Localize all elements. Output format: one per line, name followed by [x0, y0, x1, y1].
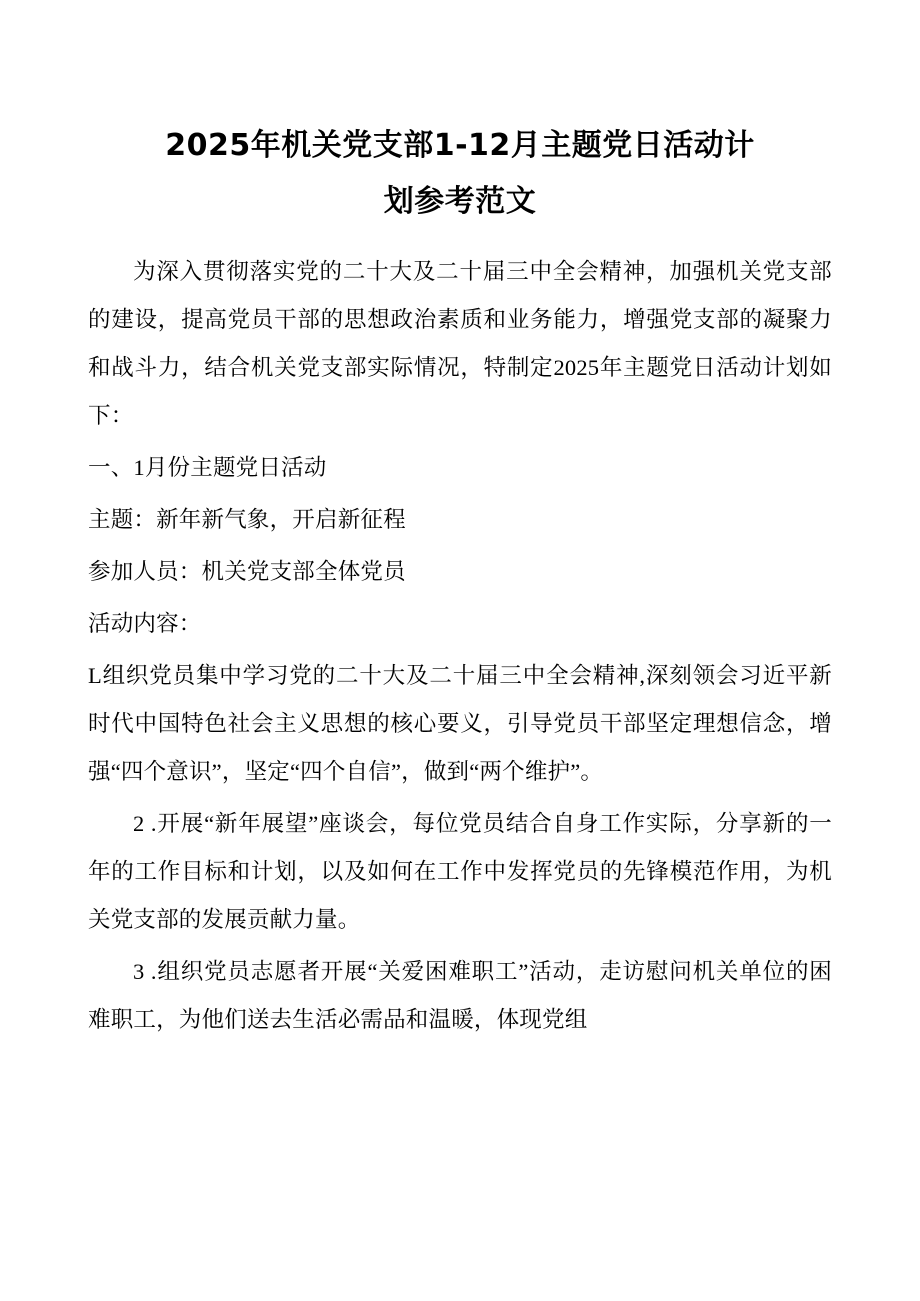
list-item-2: 2 .开展“新年展望”座谈会，每位党员结合自身工作实际，分享新的一年的工作目标和计划，以及如何在工作中发挥党员的先锋模范作用，为机关党支部的发展贡献力量。 [88, 811, 832, 932]
paragraph-intro: 为深入贯彻落实党的二十大及二十届三中全会精神，加强机关党支部的建设，提高党员干部的思想政治素质和业务能力，增强党支部的凝聚力和战斗力，结合机关党支部实际情况，特制定2025年主题党日活动计划如下： [88, 259, 832, 428]
paragraph-theme: 主题：新年新气象，开启新征程 [88, 507, 406, 532]
heading-section-january: 一、1月份主题党日活动 [88, 455, 327, 480]
title-line-1: 2025年机关党支部1-12月主题党日活动计 [165, 128, 755, 163]
title-line-2: 划参考范文 [383, 184, 537, 219]
paragraph-participants: 参加人员：机关党支部全体党员 [88, 559, 406, 584]
paragraph-content-label: 活动内容： [88, 611, 202, 636]
list-item-3: 3 .组织党员志愿者开展“关爱困难职工”活动，走访慰问机关单位的困难职工，为他们送去生活必需品和温暖，体现党组 [88, 959, 832, 1032]
list-item-1: L组织党员集中学习党的二十大及二十届三中全会精神,深刻领会习近平新时代中国特色社会主义思想的核心要义，引导党员干部坚定理想信念，增强“四个意识”，坚定“四个自信”，做到“两个维护”。 [88, 663, 832, 784]
page-title [88, 118, 832, 230]
